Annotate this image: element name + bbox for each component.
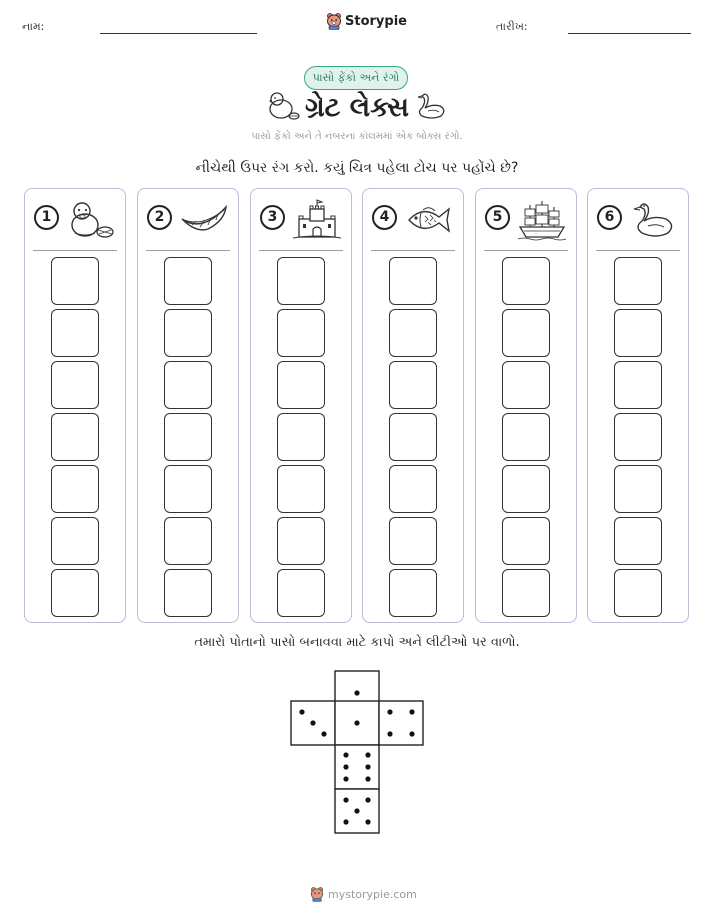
color-box[interactable]	[614, 309, 662, 357]
page-subtitle: પાસો ફેંકો અને તે નંબરના કૉલમમાં એક બોક્સ રંગો.	[251, 131, 463, 142]
color-box[interactable]	[614, 517, 662, 565]
color-box[interactable]	[51, 465, 99, 513]
color-box[interactable]	[614, 569, 662, 617]
footer	[310, 886, 417, 902]
color-box[interactable]	[614, 465, 662, 513]
brand-logo	[326, 12, 407, 30]
color-box[interactable]	[502, 257, 550, 305]
color-box[interactable]	[614, 257, 662, 305]
color-box[interactable]	[277, 517, 325, 565]
color-box[interactable]	[502, 413, 550, 461]
color-box[interactable]	[164, 309, 212, 357]
color-box[interactable]	[389, 413, 437, 461]
column-header	[138, 189, 238, 249]
beaver-icon	[65, 199, 117, 241]
color-box[interactable]	[164, 257, 212, 305]
footer-url[interactable]: mystorypie.com	[328, 887, 417, 901]
dice-face-4	[379, 701, 423, 745]
column-6	[587, 188, 689, 623]
storypie-mascot-icon	[310, 886, 324, 902]
dice-face-6	[335, 745, 379, 789]
color-box[interactable]	[502, 309, 550, 357]
color-box[interactable]	[389, 309, 437, 357]
color-box[interactable]	[389, 517, 437, 565]
color-box[interactable]	[164, 361, 212, 409]
color-box[interactable]	[502, 465, 550, 513]
fish-icon	[403, 199, 455, 241]
color-box[interactable]	[502, 517, 550, 565]
column-divider	[484, 250, 568, 251]
color-box[interactable]	[614, 413, 662, 461]
color-box[interactable]	[614, 361, 662, 409]
color-box[interactable]	[389, 569, 437, 617]
column-header	[25, 189, 125, 249]
color-box[interactable]	[51, 569, 99, 617]
color-box[interactable]	[51, 361, 99, 409]
column-4	[362, 188, 464, 623]
canoe-icon	[178, 199, 230, 241]
color-box[interactable]	[502, 569, 550, 617]
color-box[interactable]	[389, 257, 437, 305]
color-box[interactable]	[277, 257, 325, 305]
column-2	[137, 188, 239, 623]
name-line	[100, 33, 257, 34]
date-line	[568, 33, 691, 34]
swan-title-icon	[414, 90, 448, 122]
column-number: 2	[147, 205, 172, 230]
column-1	[24, 188, 126, 623]
color-box[interactable]	[389, 361, 437, 409]
color-box[interactable]	[277, 309, 325, 357]
column-number: 3	[260, 205, 285, 230]
color-box[interactable]	[164, 517, 212, 565]
column-number: 5	[485, 205, 510, 230]
column-3	[250, 188, 352, 623]
column-number: 1	[34, 205, 59, 230]
storypie-mascot-icon	[326, 12, 342, 30]
ship-icon	[516, 199, 568, 241]
column-header	[476, 189, 576, 249]
activity-badge: પાસો ફેંકો અને રંગો	[304, 66, 408, 90]
color-box[interactable]	[51, 257, 99, 305]
column-5	[475, 188, 577, 623]
swan-icon	[628, 199, 680, 241]
date-label: તારીખ:	[496, 20, 528, 33]
color-box[interactable]	[164, 413, 212, 461]
column-divider	[596, 250, 680, 251]
cut-instruction: તમારો પોતાનો પાસો બનાવવા માટે કાપો અને લીટીઓ પર વાળો.	[194, 635, 520, 650]
dice-net	[290, 670, 426, 838]
color-box[interactable]	[277, 413, 325, 461]
column-header	[363, 189, 463, 249]
column-divider	[146, 250, 230, 251]
column-divider	[371, 250, 455, 251]
column-header	[588, 189, 688, 249]
color-box[interactable]	[389, 465, 437, 513]
column-divider	[259, 250, 343, 251]
color-box[interactable]	[277, 465, 325, 513]
column-number: 4	[372, 205, 397, 230]
color-box[interactable]	[164, 465, 212, 513]
name-label: નામ:	[22, 20, 45, 33]
column-divider	[33, 250, 117, 251]
color-box[interactable]	[164, 569, 212, 617]
brand-name: Storypie	[345, 13, 407, 29]
color-box[interactable]	[277, 569, 325, 617]
color-box[interactable]	[51, 309, 99, 357]
page-title: ગ્રેટ લેક્સ	[304, 92, 410, 123]
color-box[interactable]	[277, 361, 325, 409]
column-number: 6	[597, 205, 622, 230]
column-header	[251, 189, 351, 249]
coloring-instruction: નીચેથી ઉપર રંગ કરો. કયું ચિત્ર પહેલા ટોચ પર પહોંચે છે?	[195, 160, 519, 176]
color-box[interactable]	[502, 361, 550, 409]
color-box[interactable]	[51, 517, 99, 565]
castle-icon	[291, 199, 343, 241]
color-box[interactable]	[51, 413, 99, 461]
